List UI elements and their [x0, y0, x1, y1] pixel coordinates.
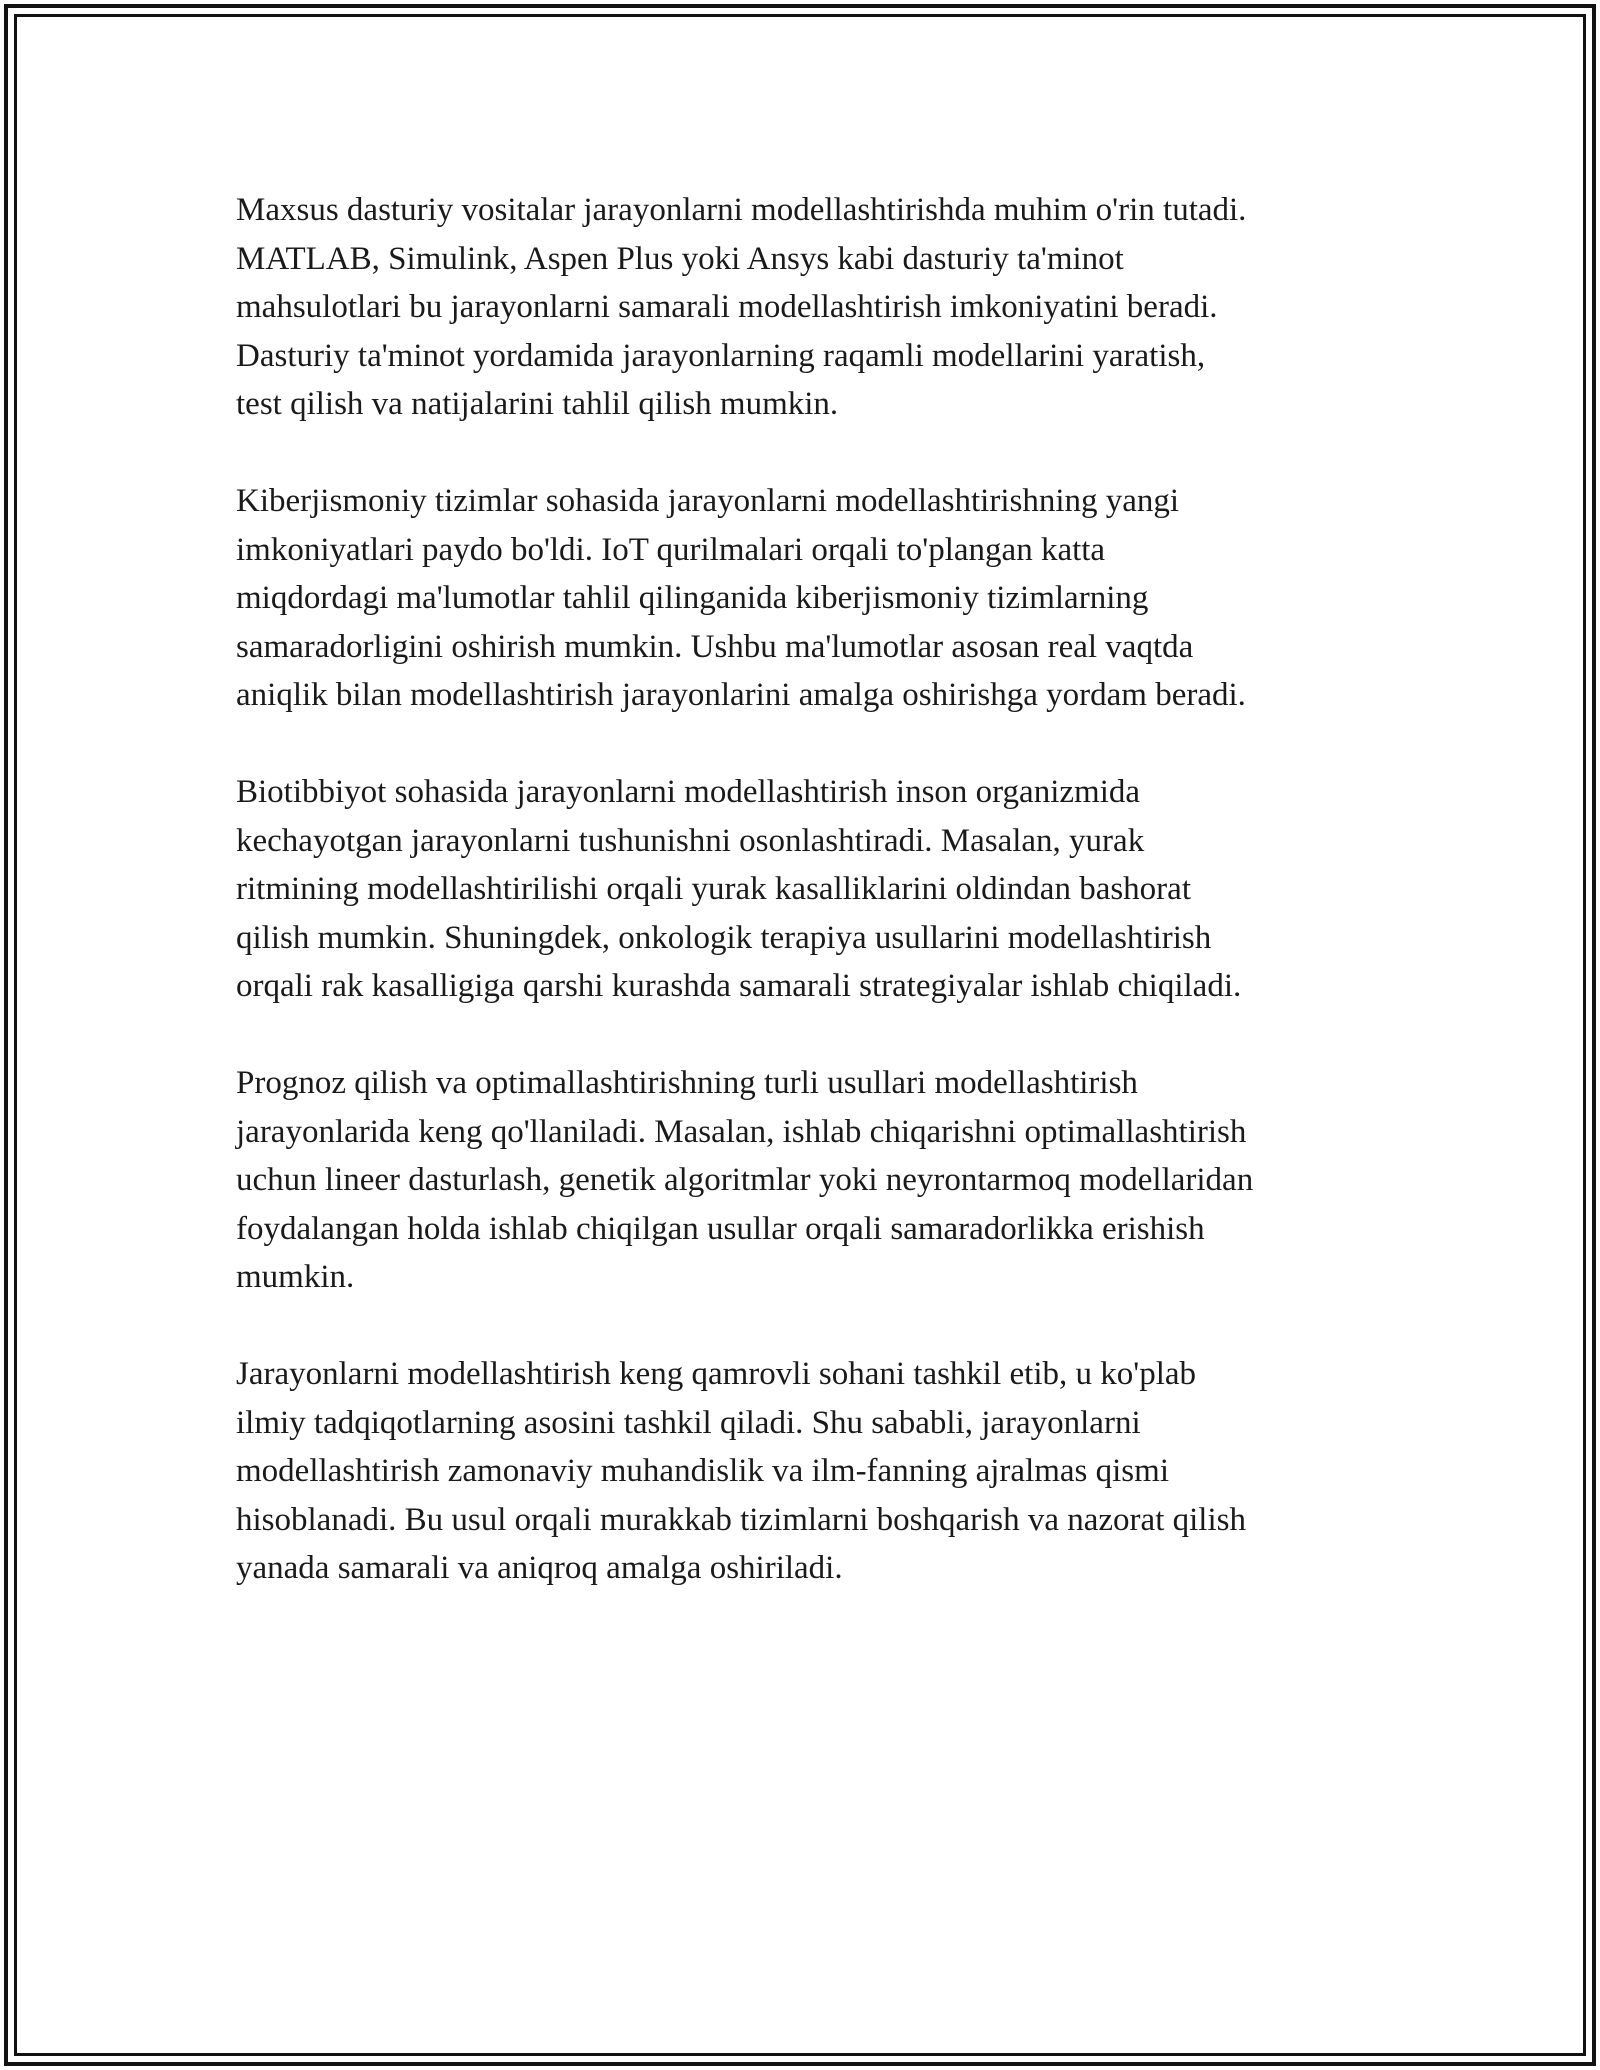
- paragraph-line: MATLAB, Simulink, Aspen Plus yoki Ansys kabi dasturiy ta'minot: [236, 240, 1124, 277]
- paragraph-1: [236, 186, 1376, 429]
- paragraph-line: Dasturiy ta'minot yordamida jarayonlarning raqamli modellarini yaratish,: [236, 337, 1206, 374]
- paragraph-line: samaradorligini oshirish mumkin. Ushbu ma'lumotlar asosan real vaqtda: [236, 628, 1194, 665]
- paragraph-line: Kiberjismoniy tizimlar sohasida jarayonlarni modellashtirishning yangi: [236, 483, 1180, 519]
- paragraph-line: test qilish va natijalarini tahlil qilish mumkin.: [236, 386, 839, 422]
- paragraph-line: yanada samarali va aniqroq amalga oshiriladi.: [236, 1550, 843, 1586]
- paragraph-line: aniqlik bilan modellashtirish jarayonlarini amalga oshirishga yordam beradi.: [236, 677, 1246, 713]
- paragraph-line: qilish mumkin. Shuningdek, onkologik terapiya usullarini modellashtirish: [236, 919, 1212, 956]
- paragraph-line: modellashtirish zamonaviy muhandislik va ilm-fanning ajralmas qismi: [236, 1453, 1169, 1489]
- paragraph-3: [236, 768, 1376, 1011]
- paragraph-line: uchun lineer dasturlash, genetik algoritmlar yoki neyrontarmoq modellaridan: [236, 1162, 1254, 1198]
- paragraph-line: orqali rak kasalligiga qarshi kurashda samarali strategiyalar ishlab chiqiladi.: [236, 968, 1242, 1004]
- paragraph-line: hisoblanadi. Bu usul orqali murakkab tizimlarni boshqarish va nazorat qilish: [236, 1501, 1246, 1538]
- paragraph-line: imkoniyatlari paydo bo'ldi. IoT qurilmalari orqali to'plangan katta: [236, 531, 1106, 568]
- paragraph-line: ilmiy tadqiqotlarning asosini tashkil qiladi. Shu sababli, jarayonlarni: [236, 1404, 1141, 1441]
- paragraph-line: Prognoz qilish va optimallashtirishning turli usullari modellashtirish: [236, 1065, 1138, 1101]
- paragraph-line: Jarayonlarni modellashtirish keng qamrovli sohani tashkil etib, u ko'plab: [236, 1356, 1197, 1392]
- paragraph-line: ritmining modellashtirilishi orqali yurak kasalliklarini oldindan bashorat: [236, 871, 1191, 907]
- paragraph-line: mahsulotlari bu jarayonlarni samarali modellashtirish imkoniyatini beradi.: [236, 289, 1218, 325]
- document-body: [236, 186, 1376, 1641]
- paragraph-line: Biotibbiyot sohasida jarayonlarni modellashtirish inson organizmida: [236, 774, 1141, 810]
- paragraph-line: kechayotgan jarayonlarni tushunishni osonlashtiradi. Masalan, yurak: [236, 822, 1145, 859]
- paragraph-4: [236, 1059, 1376, 1302]
- paragraph-line: jarayonlarida keng qo'llaniladi. Masalan, ishlab chiqarishni optimallashtirish: [236, 1113, 1247, 1150]
- paragraph-line: miqdordagi ma'lumotlar tahlil qilinganida kiberjismoniy tizimlarning: [236, 580, 1149, 616]
- paragraph-5: [236, 1350, 1376, 1593]
- paragraph-line: foydalangan holda ishlab chiqilgan usullar orqali samaradorlikka erishish: [236, 1210, 1205, 1247]
- paragraph-line: mumkin.: [236, 1259, 355, 1295]
- paragraph-2: [236, 477, 1376, 720]
- paragraph-line: Maxsus dasturiy vositalar jarayonlarni modellashtirishda muhim o'rin tutadi.: [236, 192, 1247, 228]
